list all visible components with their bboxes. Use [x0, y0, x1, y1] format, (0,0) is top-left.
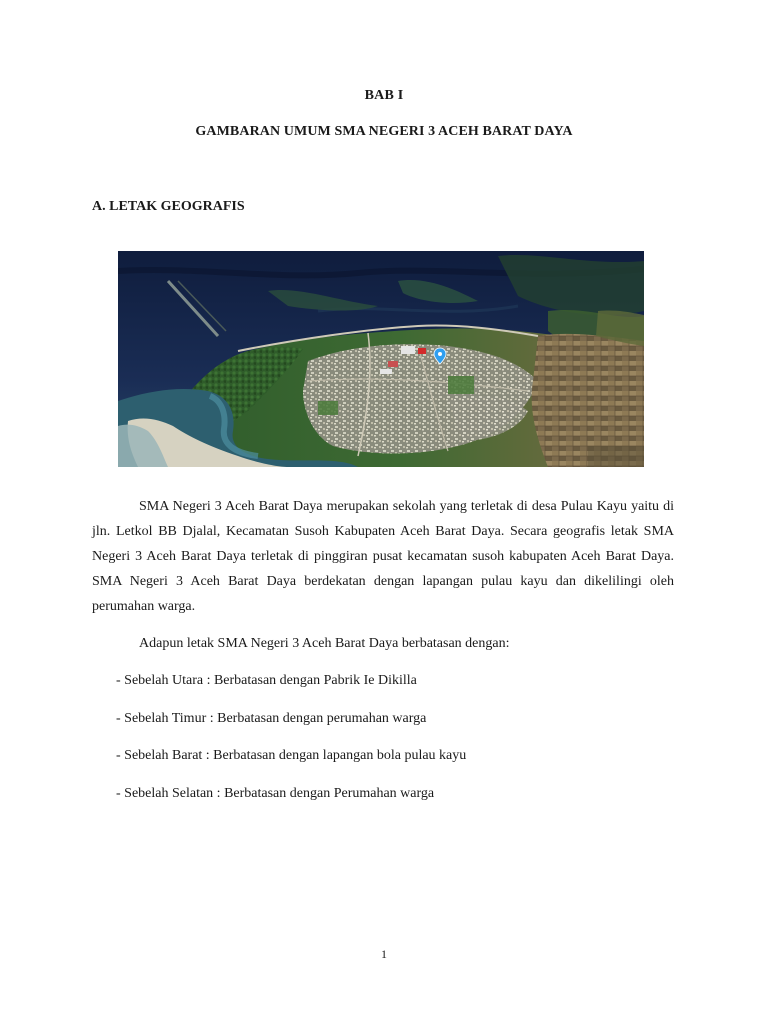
paragraph-boundaries-intro: Adapun letak SMA Negeri 3 Aceh Barat Daya berbatasan dengan: [139, 636, 510, 651]
section-heading: A. LETAK GEOGRAFIS [92, 199, 245, 214]
list-item-east: - Sebelah Timur : Berbatasan dengan perumahan warga [116, 710, 427, 726]
paragraph-location: SMA Negeri 3 Aceh Barat Daya merupakan sekolah yang terletak di desa Pulau Kayu yaitu di jln. Letkol BB Djalal, Kecamatan Susoh Kabupaten Aceh Barat Daya. Secara geografis letak SMA Negeri 3 Aceh Barat Daya terletak di pinggiran pusat kecamatan susoh kabupaten Aceh Barat Daya. SMA Negeri 3 Aceh Barat Daya berdekatan dengan lapangan pulau kayu dan dikelilingi oleh perumahan warga. [92, 499, 674, 614]
chapter-title: GAMBARAN UMUM SMA NEGERI 3 ACEH BARAT DAYA [195, 124, 573, 139]
chapter-heading: BAB I [364, 88, 404, 103]
list-item-north: - Sebelah Utara : Berbatasan dengan Pabrik Ie Dikilla [116, 673, 417, 688]
list-item-south: - Sebelah Selatan : Berbatasan dengan Perumahan warga [116, 785, 435, 801]
satellite-map-image [118, 251, 644, 467]
page-number: 1 [381, 947, 387, 961]
boundaries-list [116, 668, 466, 818]
list-item-west: - Sebelah Barat : Berbatasan dengan lapangan bola pulau kayu [116, 748, 467, 763]
